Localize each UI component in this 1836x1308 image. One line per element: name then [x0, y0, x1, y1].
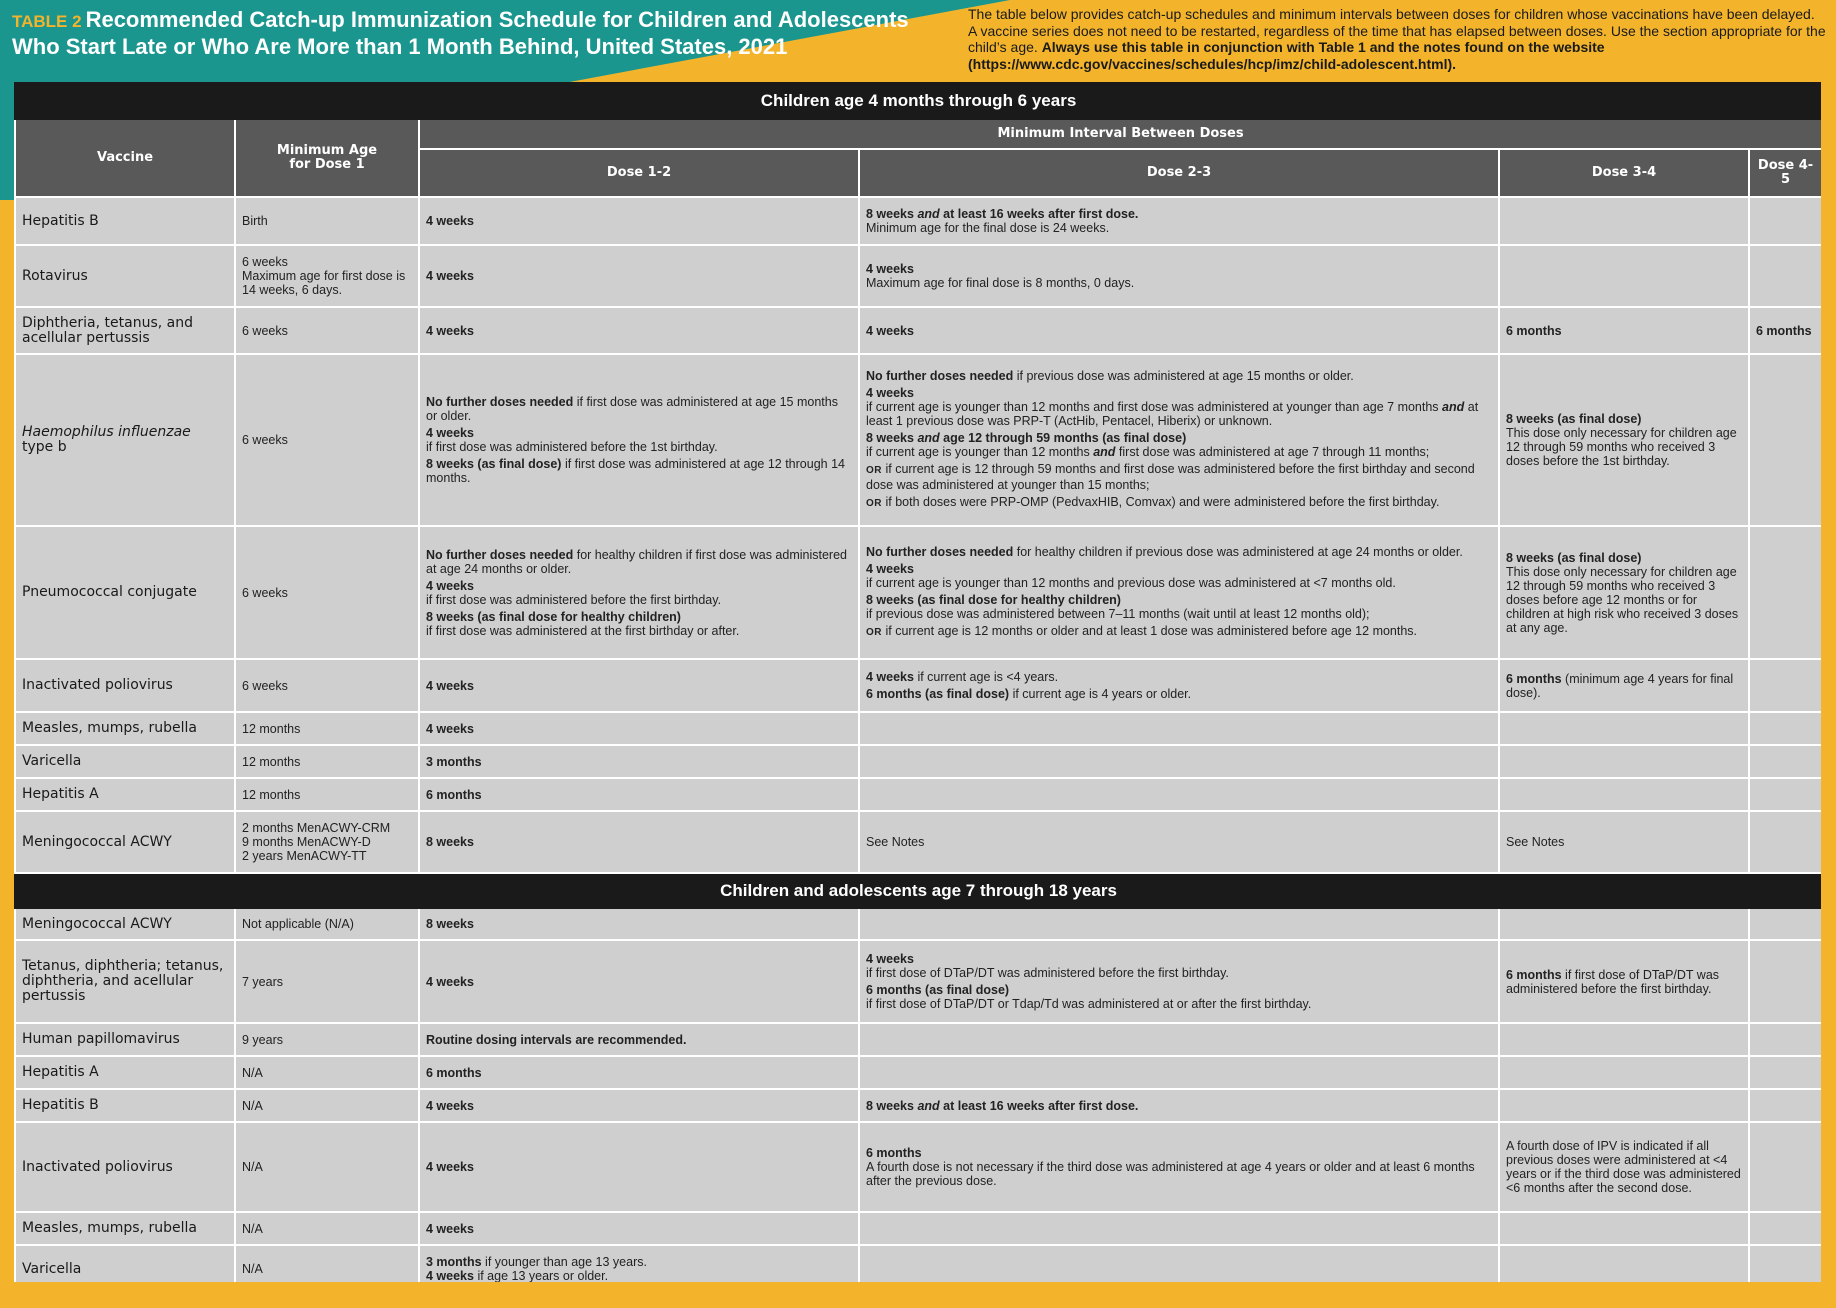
dose34-cell	[1499, 940, 1749, 1023]
min-age-cell: 7 years	[235, 940, 419, 1023]
bold-text: No further doses needed	[866, 545, 1014, 559]
table-row	[15, 940, 1821, 1023]
italic-text: and	[917, 1098, 940, 1113]
min-age-cell: 12 months	[235, 745, 419, 778]
min-age-cell: 6 weeks	[235, 307, 419, 354]
dose12-cell	[419, 197, 859, 245]
plain-text: This dose only necessary for children age 12 through 59 months who received 3 doses before the 1st birthday.	[1506, 426, 1737, 468]
vaccine-cell: Meningococcal ACWY	[15, 811, 235, 873]
italic-text: and	[917, 207, 940, 221]
dose23-cell	[859, 245, 1499, 307]
section-header-row	[15, 873, 1821, 908]
dose45-cell	[1749, 745, 1821, 778]
dose-value: 4 weeks	[426, 678, 474, 693]
dose23-cell	[859, 197, 1499, 245]
dose23-cell	[859, 526, 1499, 659]
plain-text: at least 1 previous dose was PRP-T (ActHib, Pentacel, Hiberix) or unknown.	[866, 400, 1479, 428]
schedule-table	[14, 82, 1821, 1282]
dose23-cell	[859, 940, 1499, 1023]
min-age-cell: 6 weeks	[235, 659, 419, 712]
dose23-cell	[859, 745, 1499, 778]
dose-value: 6 months	[1756, 323, 1812, 338]
table-row	[15, 778, 1821, 811]
plain-text: if first dose was administered before the 1st birthday.	[426, 440, 718, 454]
min-age-cell: N/A	[235, 1056, 419, 1089]
table-row	[15, 811, 1821, 873]
table-row	[15, 245, 1821, 307]
table-row	[15, 745, 1821, 778]
col-min-interval: Minimum Interval Between Doses	[419, 119, 1821, 149]
italic-text: and	[1093, 445, 1116, 459]
plain-text: if previous dose was administered between 7–11 months (wait until at least 12 months old);	[866, 607, 1370, 621]
age-note: Maximum age for first dose is 14 weeks, 6 days.	[242, 269, 406, 297]
plain-text: if current age is 4 years or older.	[1009, 687, 1192, 701]
col-dose-3-4: Dose 3-4	[1499, 149, 1749, 197]
dose34-cell	[1499, 245, 1749, 307]
dose23-cell	[859, 1212, 1499, 1245]
dose-value: 8 weeks	[426, 917, 474, 931]
dose-value: 4 weeks	[426, 323, 474, 338]
bold-text: No further doses needed	[866, 369, 1014, 383]
age-text: 2 months MenACWY-CRM	[242, 821, 391, 835]
italic-text: and	[917, 431, 940, 445]
dose45-cell	[1749, 940, 1821, 1023]
dose34-cell: A fourth dose of IPV is indicated if all previous doses were administered at <4 years or if the third dose was administered <6 months after the second dose.	[1499, 1122, 1749, 1212]
or-label: OR	[866, 465, 882, 476]
vaccine-name-italic: Haemophilus influenzae	[22, 424, 191, 440]
col-dose-2-3: Dose 2-3	[859, 149, 1499, 197]
plain-text: if current age is younger than 12 months and previous dose was administered at <7 months old.	[866, 576, 1396, 590]
dose12-cell	[419, 712, 859, 745]
intro-bold: Always use this table in conjunction with Table 1 and the notes found on the website (https://www.cdc.gov/vaccines/schedules/hcp/imz/child-adolescent.html).	[968, 39, 1605, 72]
plain-text: if current age is younger than 12 months	[866, 445, 1094, 459]
or-label: OR	[866, 627, 882, 638]
min-age-cell: 12 months	[235, 778, 419, 811]
dose45-cell	[1749, 811, 1821, 873]
vaccine-cell: Inactivated poliovirus	[15, 659, 235, 712]
col-vaccine: Vaccine	[15, 119, 235, 197]
dose23-cell	[859, 712, 1499, 745]
dose34-cell	[1499, 908, 1749, 940]
vaccine-cell: Pneumococcal conjugate	[15, 526, 235, 659]
plain-text: if previous dose was administered at age 15 months or older.	[1013, 369, 1354, 383]
plain-text: A fourth dose is not necessary if the third dose was administered at age 4 years or older and at least 6 months after the previous dose.	[866, 1160, 1475, 1188]
min-age-cell: N/A	[235, 1212, 419, 1245]
dose-value: 4 weeks	[426, 974, 474, 989]
page-title	[12, 7, 952, 59]
bold-text: 4 weeks	[426, 426, 474, 440]
title-line-1: Recommended Catch-up Immunization Schedule for Children and Adolescents	[85, 7, 909, 32]
dose-value: 8 weeks	[426, 835, 474, 849]
dose34-cell	[1499, 1056, 1749, 1089]
vaccine-cell: Inactivated poliovirus	[15, 1122, 235, 1212]
plain-text: if first dose of DTaP/DT was administered before the first birthday.	[1506, 967, 1720, 996]
bold-text: 4 weeks	[426, 1269, 474, 1282]
dose23-cell: See Notes	[859, 811, 1499, 873]
min-age-cell: Birth	[235, 197, 419, 245]
col-dose-4-5: Dose 4-5	[1749, 149, 1821, 197]
dose23-cell	[859, 1023, 1499, 1056]
vaccine-cell: Varicella	[15, 745, 235, 778]
table-row	[15, 197, 1821, 245]
bold-text: 4 weeks	[866, 670, 914, 684]
bold-text: 8 weeks (as final dose)	[426, 457, 562, 471]
table-row	[15, 1212, 1821, 1245]
bold-text: 3 months	[426, 1255, 482, 1269]
dose12-cell	[419, 811, 859, 873]
dose23-cell	[859, 1056, 1499, 1089]
dose34-cell	[1499, 197, 1749, 245]
bold-text: 6 months	[866, 1146, 922, 1160]
min-age-cell: Not applicable (N/A)	[235, 908, 419, 940]
plain-text: (minimum age 4 years for final dose).	[1506, 671, 1734, 700]
table-row	[15, 307, 1821, 354]
col-dose-1-2: Dose 1-2	[419, 149, 859, 197]
plain-text: if younger than age 13 years.	[481, 1255, 647, 1269]
bold-text: 6 months (as final dose)	[866, 983, 1010, 997]
table-row	[15, 354, 1821, 526]
plain-text: first dose was administered at age 7 through 11 months;	[1115, 445, 1430, 459]
dose12-cell	[419, 1212, 859, 1245]
bold-text: 8 weeks (as final dose for healthy children)	[866, 593, 1121, 607]
dose-value: 4 weeks	[426, 1160, 474, 1174]
dose23-cell	[859, 778, 1499, 811]
dose45-cell	[1749, 526, 1821, 659]
age-text: 2 years MenACWY-TT	[242, 849, 367, 863]
dose45-cell	[1749, 1089, 1821, 1122]
intro-plain: The table below provides catch-up schedules and minimum intervals between doses for children whose vaccinations have been delayed. A vaccine series does not need to be restarted, regardless of the time that has elapsed between doses. Use the section appropriate for the child’s age.	[968, 6, 1826, 55]
dose-value: 3 months	[426, 754, 482, 769]
dose23-cell	[859, 307, 1499, 354]
plain-text: if first dose of DTaP/DT or Tdap/Td was administered at or after the first birthday.	[866, 997, 1312, 1011]
vaccine-cell: Measles, mumps, rubella	[15, 712, 235, 745]
dose12-cell	[419, 1245, 859, 1282]
or-label: OR	[866, 498, 882, 509]
bold-text: 8 weeks	[866, 431, 918, 445]
bold-text: 6 months	[1506, 967, 1562, 982]
dose-value: 4 weeks	[426, 1098, 474, 1113]
dose45-cell	[1749, 354, 1821, 526]
dose45-cell	[1749, 1023, 1821, 1056]
bold-text: 4 weeks	[866, 386, 914, 400]
dose12-cell	[419, 354, 859, 526]
note-text: Minimum age for the final dose is 24 weeks.	[866, 221, 1110, 235]
dose34-cell	[1499, 526, 1749, 659]
plain-text: if current age is younger than 12 months and first dose was administered at younger than age 7 months	[866, 400, 1443, 414]
bold-text: at least 16 weeks after first dose.	[939, 207, 1139, 221]
bold-text: 8 weeks	[866, 1098, 918, 1113]
plain-text: for healthy children if first dose was administered at age 24 months or older.	[426, 547, 847, 576]
table-row	[15, 659, 1821, 712]
dose-value: 6 months	[426, 787, 482, 802]
dose23-cell	[859, 1122, 1499, 1212]
dose-value: 4 weeks	[866, 323, 914, 338]
dose45-cell	[1749, 908, 1821, 940]
dose12-cell	[419, 940, 859, 1023]
plain-text: if age 13 years or older.	[473, 1269, 609, 1282]
vaccine-cell: Meningococcal ACWY	[15, 908, 235, 940]
dose23-cell	[859, 1089, 1499, 1122]
dose23-cell	[859, 354, 1499, 526]
min-age-cell: N/A	[235, 1122, 419, 1212]
vaccine-cell: Hepatitis B	[15, 197, 235, 245]
plain-text: if first dose was administered before the first birthday.	[426, 592, 722, 607]
table-row	[15, 1122, 1821, 1212]
dose45-cell	[1749, 1056, 1821, 1089]
section-header-row	[15, 83, 1821, 119]
bold-text: 6 months	[1506, 671, 1562, 686]
bold-text: 8 weeks	[866, 207, 918, 221]
bold-text: at least 16 weeks after first dose.	[939, 1098, 1139, 1113]
plain-text: if first dose was administered at the first birthday or after.	[426, 623, 740, 638]
vaccine-name: type b	[22, 439, 67, 455]
table-row	[15, 1023, 1821, 1056]
dose34-cell	[1499, 307, 1749, 354]
dose12-cell	[419, 526, 859, 659]
dose45-cell	[1749, 1122, 1821, 1212]
dose12-cell	[419, 307, 859, 354]
plain-text: for healthy children if previous dose was administered at age 24 months or older.	[1013, 545, 1463, 559]
bold-text: 8 weeks (as final dose)	[1506, 412, 1642, 426]
vaccine-cell: Measles, mumps, rubella	[15, 1212, 235, 1245]
note-text: Maximum age for final dose is 8 months, 0 days.	[866, 276, 1135, 290]
table-row	[15, 1089, 1821, 1122]
dose34-cell	[1499, 354, 1749, 526]
plain-text: if first dose was administered at age 12 through 14 months.	[426, 457, 845, 485]
dose23-cell	[859, 908, 1499, 940]
dose23-cell	[859, 1245, 1499, 1282]
vaccine-cell: Varicella	[15, 1245, 235, 1282]
dose45-cell	[1749, 197, 1821, 245]
dose34-cell	[1499, 659, 1749, 712]
table-tag: TABLE 2	[12, 12, 82, 31]
dose45-cell	[1749, 778, 1821, 811]
vaccine-cell: Diphtheria, tetanus, and acellular pertussis	[15, 307, 235, 354]
min-age-cell: 12 months	[235, 712, 419, 745]
column-header-row	[15, 119, 1821, 149]
dose-value: 4 weeks	[866, 262, 914, 276]
dose-value: 4 weeks	[426, 721, 474, 736]
min-age-cell: 6 weeks	[235, 526, 419, 659]
dose45-cell	[1749, 245, 1821, 307]
age-text: 6 weeks	[242, 255, 288, 269]
table-row	[15, 712, 1821, 745]
bold-text: age 12 through 59 months (as final dose)	[939, 431, 1187, 445]
min-age-cell: N/A	[235, 1245, 419, 1282]
dose-value: 4 weeks	[426, 214, 474, 228]
section-title: Children age 4 months through 6 years	[15, 83, 1821, 119]
bold-text: 8 weeks (as final dose)	[1506, 550, 1642, 565]
dose12-cell	[419, 908, 859, 940]
vaccine-cell: Hepatitis A	[15, 778, 235, 811]
intro-text	[968, 6, 1826, 72]
plain-text: if both doses were PRP-OMP (PedvaxHIB, Comvax) and were administered before the first birthday.	[882, 495, 1440, 509]
table-row	[15, 1056, 1821, 1089]
min-age-cell: N/A	[235, 1089, 419, 1122]
dose34-cell: See Notes	[1499, 811, 1749, 873]
schedule-table-wrapper	[14, 82, 1821, 1282]
dose12-cell	[419, 1089, 859, 1122]
bold-text: 4 weeks	[426, 578, 474, 593]
dose45-cell	[1749, 659, 1821, 712]
dose-value: 6 months	[426, 1065, 482, 1080]
bold-text: No further doses needed	[426, 547, 574, 562]
dose12-cell	[419, 745, 859, 778]
dose12-cell	[419, 1122, 859, 1212]
plain-text: if first dose was administered at age 15 months or older.	[426, 395, 838, 423]
dose-value: 4 weeks	[426, 269, 474, 283]
dose34-cell	[1499, 1089, 1749, 1122]
vaccine-cell: Hepatitis B	[15, 1089, 235, 1122]
bold-text: 6 months (as final dose)	[866, 687, 1010, 701]
dose12-cell	[419, 1056, 859, 1089]
title-line-2: Who Start Late or Who Are More than 1 Month Behind, United States, 2021	[12, 34, 788, 59]
italic-text: and	[1442, 400, 1465, 414]
dose12-cell	[419, 778, 859, 811]
bold-text: 8 weeks (as final dose for healthy children)	[426, 609, 681, 624]
min-age-cell	[235, 811, 419, 873]
dose34-cell	[1499, 1212, 1749, 1245]
dose45-cell	[1749, 1212, 1821, 1245]
vaccine-cell: Tetanus, diphtheria; tetanus, diphtheria, and acellular pertussis	[15, 940, 235, 1023]
vaccine-cell: Hepatitis A	[15, 1056, 235, 1089]
bold-text: 4 weeks	[866, 562, 914, 576]
dose34-cell	[1499, 1023, 1749, 1056]
bold-text: No further doses needed	[426, 395, 574, 409]
min-age-cell: 9 years	[235, 1023, 419, 1056]
dose34-cell	[1499, 1245, 1749, 1282]
vaccine-cell	[15, 354, 235, 526]
min-age-cell: 6 weeks	[235, 354, 419, 526]
min-age-cell	[235, 245, 419, 307]
col-min-age: Minimum Age for Dose 1	[235, 119, 419, 197]
dose45-cell	[1749, 712, 1821, 745]
dose45-cell	[1749, 1245, 1821, 1282]
plain-text: if current age is <4 years.	[913, 670, 1059, 684]
dose45-cell	[1749, 307, 1821, 354]
dose34-cell	[1499, 778, 1749, 811]
dose23-cell	[859, 659, 1499, 712]
dose34-cell	[1499, 712, 1749, 745]
table-row	[15, 526, 1821, 659]
plain-text: if current age is 12 months or older and at least 1 dose was administered before age 12 months.	[882, 624, 1418, 638]
dose12-cell	[419, 659, 859, 712]
table-row	[15, 1245, 1821, 1282]
dose12-cell	[419, 245, 859, 307]
table-row	[15, 908, 1821, 940]
plain-text: if current age is 12 through 59 months and first dose was administered before the first birthday and second dose was administered at younger than 15 months;	[866, 462, 1475, 492]
dose-value: 6 months	[1506, 323, 1562, 338]
dose-value: 4 weeks	[426, 1221, 474, 1236]
bold-text: 4 weeks	[866, 952, 914, 966]
dose34-cell	[1499, 745, 1749, 778]
plain-text: This dose only necessary for children age 12 through 59 months who received 3 doses before age 12 months or for children at high risk who received 3 doses at any age.	[1506, 564, 1739, 635]
vaccine-cell: Human papillomavirus	[15, 1023, 235, 1056]
vaccine-cell: Rotavirus	[15, 245, 235, 307]
age-text: 9 months MenACWY-D	[242, 835, 371, 849]
section-title: Children and adolescents age 7 through 18 years	[15, 873, 1821, 908]
dose12-cell	[419, 1023, 859, 1056]
plain-text: if first dose of DTaP/DT was administered before the first birthday.	[866, 966, 1229, 980]
dose-value: Routine dosing intervals are recommended.	[426, 1032, 687, 1047]
